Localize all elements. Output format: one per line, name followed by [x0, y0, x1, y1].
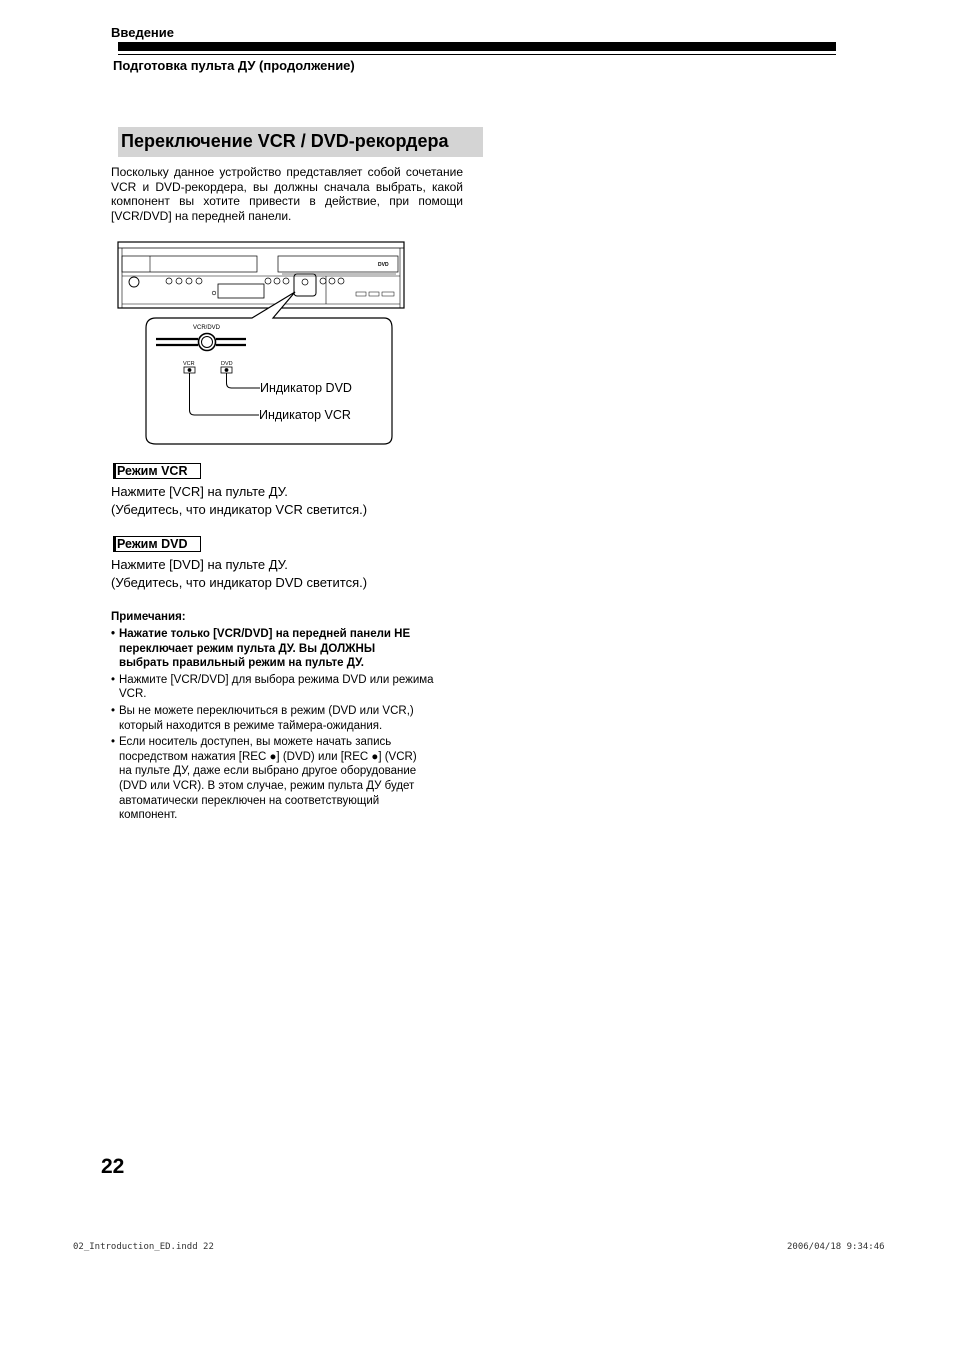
page-heading-box — [118, 127, 483, 157]
note-line: • Вы не можете переключиться в режим (DVD или VCR,) — [119, 704, 414, 717]
note-line: посредством нажатия [REC ●] (DVD) или [REC ●] (VCR) — [119, 750, 417, 763]
vcr-mode-label: Режим VCR — [113, 463, 201, 479]
header-rule — [118, 42, 836, 51]
note-line: который находится в режиме таймера-ожидания. — [119, 719, 383, 732]
note-item — [111, 735, 481, 823]
note-line: • Нажатие только [VCR/DVD] на передней панели НЕ — [119, 628, 411, 640]
vcr-indicator-tiny-label: VCR — [183, 361, 195, 367]
vcr-mode-confirmation: (Убедитесь, что индикатор VCR светится.) — [111, 502, 368, 517]
note-line: (DVD или VCR). В этом случае, режим пульта ДУ будет — [119, 779, 415, 792]
footer-timestamp: 2006/04/18 9:34:46 — [787, 1242, 885, 1252]
note-line: компонент. — [119, 809, 178, 822]
footer-file: 02_Introduction_ED.indd 22 — [73, 1242, 214, 1252]
section-title: Введение — [111, 25, 174, 40]
page-number: 22 — [101, 1155, 125, 1178]
vcr-indicator-callout: Индикатор VCR — [259, 408, 351, 422]
dvd-mode-label: Режим DVD — [113, 536, 201, 552]
dvd-indicator-callout: Индикатор DVD — [260, 381, 352, 395]
front-panel-illustration — [110, 236, 410, 451]
note-line: • Если носитель доступен, вы можете начать запись — [119, 736, 392, 749]
note-line: переключает режим пульта ДУ. Вы ДОЛЖНЫ — [119, 642, 376, 655]
note-line: VCR. — [119, 688, 147, 701]
notes-list — [111, 627, 481, 825]
dvd-indicator-tiny-label: DVD — [221, 361, 233, 367]
dvd-mode-confirmation: (Убедитесь, что индикатор DVD светится.) — [111, 575, 368, 590]
note-item — [111, 627, 481, 671]
notes-title: Примечания: — [111, 611, 186, 623]
dvd-mode-instruction: Нажмите [DVD] на пульте ДУ. — [111, 557, 288, 572]
note-line: на пульте ДУ, даже если выбрано другое оборудование — [119, 765, 417, 778]
note-item — [111, 704, 481, 733]
page-heading: Переключение VCR / DVD-рекордера — [121, 131, 449, 151]
note-line: автоматически переключен на соответствующий — [119, 794, 380, 807]
note-item — [111, 673, 481, 702]
vcr-dvd-button-label: VCR/DVD — [193, 325, 221, 331]
intro-line: выбрать, какой компонент вы хотите привести в действие, — [111, 179, 463, 208]
vcr-mode-instruction: Нажмите [VCR] на пульте ДУ. — [111, 484, 288, 499]
note-line: выбрать правильный режим на пульте ДУ. — [119, 657, 364, 670]
header-thin-rule — [118, 54, 836, 55]
deck-body — [118, 242, 404, 308]
intro-paragraph — [111, 165, 463, 223]
note-line: • Нажмите [VCR/DVD] для выбора режима DVD или режима — [119, 673, 434, 686]
intro-line: Поскольку данное устройство представляет собой — [111, 165, 401, 179]
subsection-title: Подготовка пульта ДУ (продолжение) — [113, 58, 355, 73]
deck-logo: DVD — [378, 262, 389, 268]
intro-line: при помощи [VCR/DVD] на передней панели. — [111, 194, 463, 223]
intro-line: сочетание VCR и DVD-рекордера, вы должны сначала — [111, 165, 463, 194]
